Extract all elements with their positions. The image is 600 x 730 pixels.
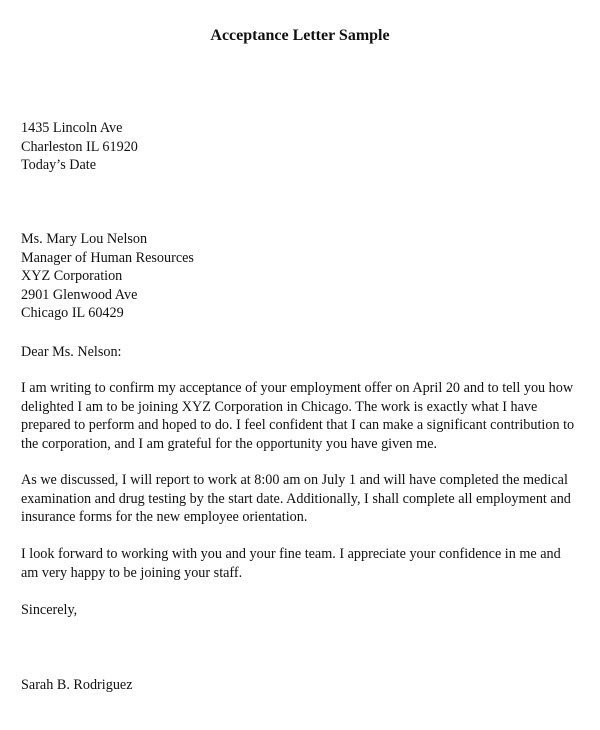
salutation: Dear Ms. Nelson: [21,344,122,360]
paragraph-line: the corporation, and I am grateful for the opportunity you have given me. [21,435,438,452]
closing: Sincerely, [21,602,78,618]
recipient-street: 2901 Glenwood Ave [21,286,138,303]
recipient-city: Chicago IL 60429 [21,305,124,322]
paragraph-line: I look forward to working with you and your fine team. I appreciate your confidence in me and [21,546,561,562]
paragraph-line: delighted I am to be joining XYZ Corporation in Chicago. The work is exactly what I have [21,398,538,415]
paragraph-line: As we discussed, I will report to work at 8:00 am on July 1 and will have completed the medical [21,472,568,488]
body-paragraph-1 [21,379,581,453]
page-title: Acceptance Letter Sample [210,27,390,44]
sender-city: Charleston IL 61920 [21,138,138,155]
body-paragraph-2 [21,471,581,527]
paragraph-line: I am writing to confirm my acceptance of your employment offer on April 20 and to tell you how [21,380,574,396]
recipient-address [21,230,581,323]
sender-date: Today’s Date [21,157,97,174]
body-paragraph-3 [21,545,581,582]
recipient-title: Manager of Human Resources [21,249,194,266]
sender-address [21,119,581,175]
paragraph-line: prepared to perform and hoped to do. I feel confident that I can make a significant contribution to [21,417,575,434]
sender-street: 1435 Lincoln Ave [21,120,123,136]
paragraph-line: insurance forms for the new employee orientation. [21,509,308,526]
paragraph-line: am very happy to be joining your staff. [21,564,243,581]
recipient-company: XYZ Corporation [21,268,123,285]
signature-name: Sarah B. Rodriguez [21,677,133,693]
paragraph-line: examination and drug testing by the start date. Additionally, I shall complete all employment and [21,490,571,507]
recipient-name: Ms. Mary Lou Nelson [21,231,148,247]
